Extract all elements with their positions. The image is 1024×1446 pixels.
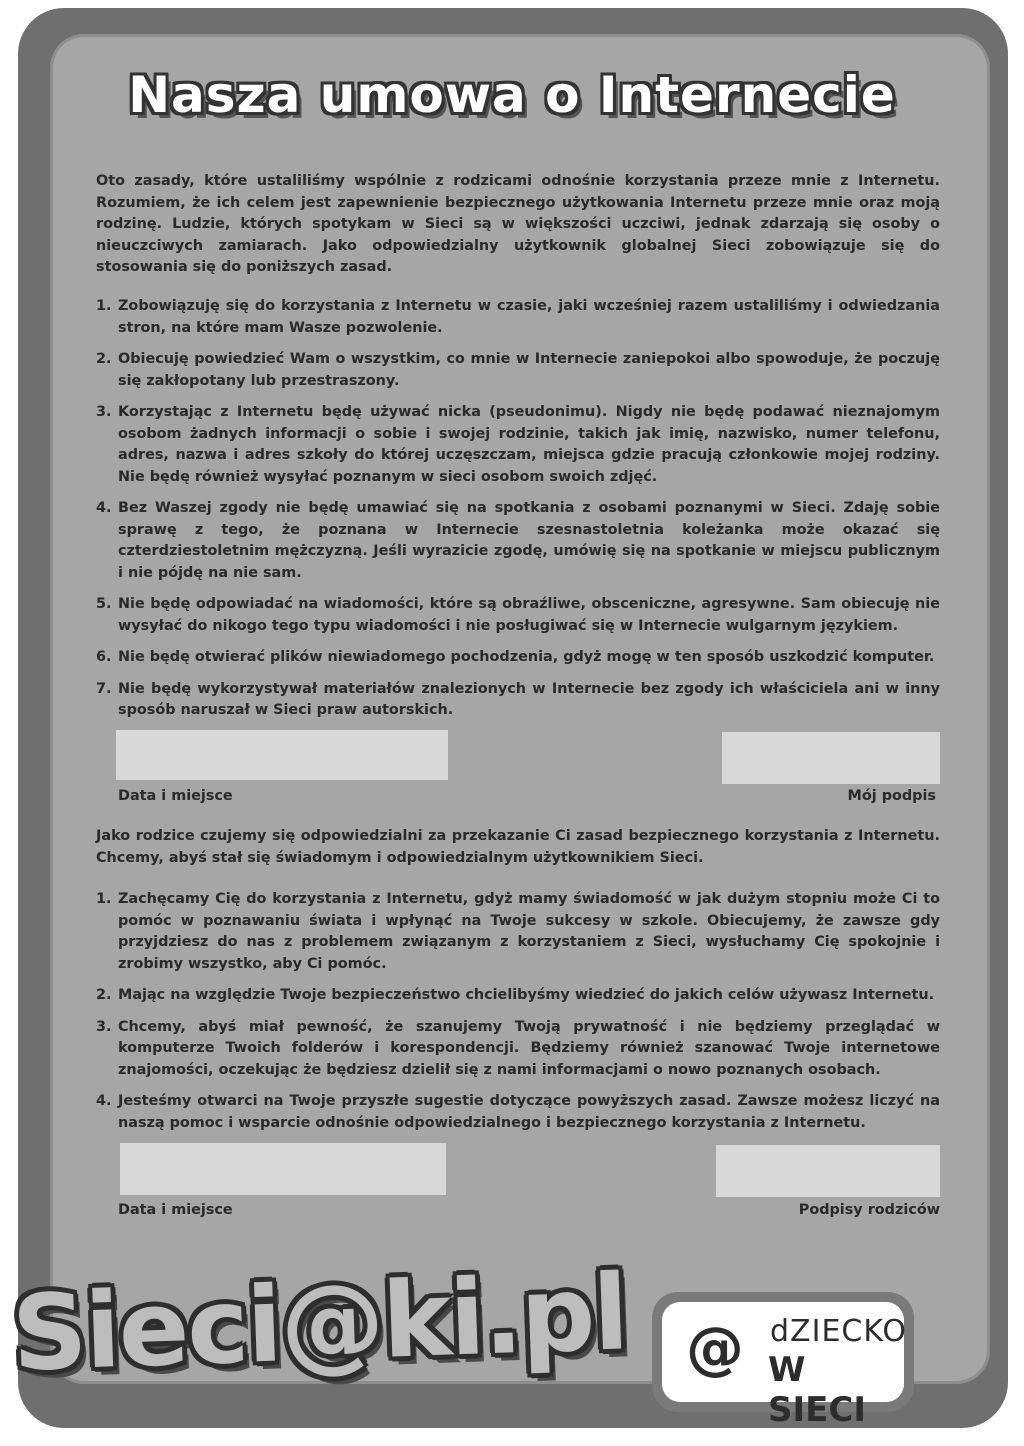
item-number: 3. — [96, 1018, 112, 1035]
item-text: Zobowiązuję się do korzystania z Internetu w czasie, jaki wcześniej razem ustaliliśmy i odwiedzania stron, na które mam Wasze pozwolenie. — [118, 298, 940, 336]
item-number: 1. — [96, 298, 112, 314]
item-number: 6. — [96, 649, 112, 665]
item-number: 4. — [96, 500, 112, 516]
list-item — [96, 1017, 940, 1082]
dziecko-w-sieci-logo — [652, 1292, 914, 1430]
item-number: 1. — [96, 891, 112, 907]
item-text: Bez Waszej zgody nie będę umawiać się na spotkania z osobami poznanymi w Sieci. Zdaję sobie sprawę z tego, że poznana w Internecie szesnastoletnia koleżanka może okazać się czterdziestoletnim mężczyzną. Jeśli wyrazicie zgodę, umówię się na spotkanie w miejscu publicznym i nie pójdę na nie sam. — [118, 500, 940, 581]
parent-date-label: Data i miejsce — [118, 1202, 233, 1218]
list-item — [96, 402, 940, 488]
list-item — [96, 594, 940, 637]
list-item — [96, 889, 940, 975]
item-text: Chcemy, abyś miał pewność, że szanujemy Twoją prywatność i nie będziemy przeglądać w komputerze Twoich folderów i korespondencji. Będziemy również szanować Twoje internetowe znajomości, oczekując że będziesz dzielił się z nami informacjami o nowo poznanych osobach. — [118, 1018, 940, 1078]
item-text: Korzystając z Internetu będę używać nicka (pseudonimu). Nigdy nie będę podawać nieznajomym osobom żadnych informacji o sobie i swojej rodzinie, takich jak imię, nazwisko, numer telefonu, adres, nazwa i adres szkoły do której uczęszczam, miejsca gdzie pracują członkowie mojej rodziny. Nie będę również wysyłać poznanym w sieci osobom swoich zdjęć. — [118, 404, 940, 485]
at-icon: @ — [686, 1314, 744, 1382]
item-text: Nie będę otwierać plików niewiadomego pochodzenia, gdyż mogę w ten sposób uszkodzić komputer. — [118, 649, 935, 665]
parent-date-place-field[interactable] — [120, 1143, 446, 1195]
item-number: 3. — [96, 404, 112, 420]
item-number: 4. — [96, 1093, 112, 1109]
list-item — [96, 498, 940, 584]
item-number: 7. — [96, 680, 112, 697]
list-item — [96, 349, 940, 392]
list-item — [96, 985, 940, 1007]
list-item — [96, 1091, 940, 1134]
kid-rules-list — [96, 296, 940, 732]
item-number: 2. — [96, 987, 112, 1003]
sieciaki-logo: Sieci@ki.pl — [10, 1251, 629, 1395]
kid-signature-label: Mój podpis — [847, 788, 936, 804]
list-item — [96, 647, 940, 669]
parent-intro-paragraph: Jako rodzice czujemy się odpowiedzialni za przekazanie Ci zasad bezpiecznego korzystania z Internetu. Chcemy, abyś stał się świadomym i odpowiedzialnym użytkownikiem Sieci. — [96, 828, 940, 866]
item-text: Nie będę odpowiadać na wiadomości, które są obraźliwe, obsceniczne, agresywne. Sam obiecuję nie wysyłać do nikogo tego typu wiadomości i nie posługiwać się w Internecie wulgarnym językiem. — [118, 596, 940, 634]
parent-signature-field[interactable] — [716, 1145, 940, 1197]
parent-signature-label: Podpisy rodziców — [798, 1202, 940, 1218]
list-item — [96, 296, 940, 339]
parent-rules-list — [96, 889, 940, 1144]
item-text: Zachęcamy Cię do korzystania z Internetu, gdyż mamy świadomość w jak dużym stopniu może Ci to pomóc w poznawaniu świata i wpłynąć na Twoje sukcesy w szkole. Obiecujemy, że zawsze gdy przyjdziesz do nas z problemem związanym z korzystaniem z Sieci, wysłuchamy Cię spokojnie i zrobimy wszystko, aby Ci pomóc. — [118, 891, 940, 972]
logo-line-2: W SIECI — [768, 1350, 866, 1430]
kid-date-place-field[interactable] — [116, 730, 448, 780]
list-item — [96, 679, 940, 722]
item-text: Nie będę wykorzystywał materiałów znalezionych w Internecie bez zgody ich właściciela ani w inny sposób naruszał w Sieci praw autorskich. — [118, 680, 940, 718]
item-text: Mając na względzie Twoje bezpieczeństwo chcielibyśmy wiedzieć do jakich celów używasz Internetu. — [118, 987, 935, 1003]
logo-background — [662, 1302, 907, 1430]
kid-date-label: Data i miejsce — [118, 788, 233, 804]
page-title: Nasza umowa o Internecie — [128, 66, 896, 124]
logo-line-1: dZIECKO — [770, 1314, 907, 1349]
item-number: 5. — [96, 596, 112, 612]
item-text: Obiecuję powiedzieć Wam o wszystkim, co mnie w Internecie zaniepokoi albo spowoduje, że poczuję się zakłopotany lub przestraszony. — [118, 351, 940, 389]
kid-signature-field[interactable] — [722, 732, 940, 784]
item-number: 2. — [96, 351, 112, 367]
item-text: Jesteśmy otwarci na Twoje przyszłe sugestie dotyczące powyższych zasad. Zawsze możesz liczyć na naszą pomoc i wsparcie odnośnie odpowiedzialnego i bezpiecznego korzystania z Internetu. — [118, 1093, 940, 1131]
kid-intro-paragraph: Oto zasady, które ustaliliśmy wspólnie z rodzicami odnośnie korzystania przeze mnie z Internetu. Rozumiem, że ich celem jest zapewnienie bezpiecznego użytkowania Internetu przeze mnie oraz moją rodzinę. Ludzie, których spotykam w Sieci są w większości uczciwi, jednak zdarzają się osoby o nieuczciwych zamiarach. Jako odpowiedzialny użytkownik globalnej Sieci zobowiązuje się do stosowania się do poniższych zasad. — [96, 173, 940, 275]
